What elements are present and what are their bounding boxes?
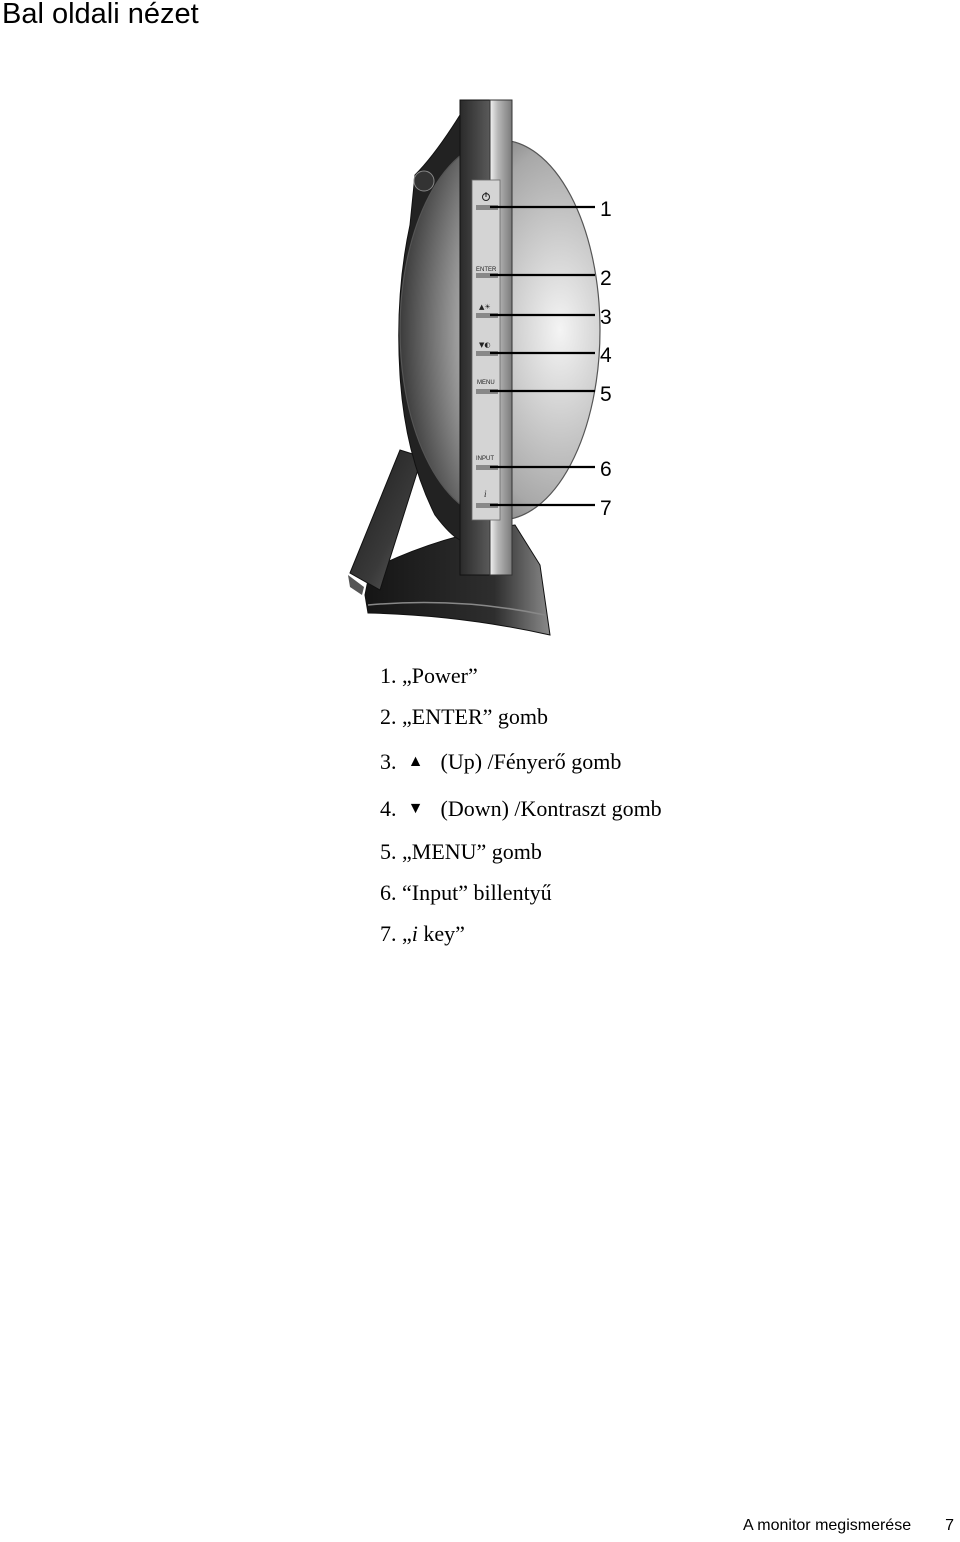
list-item	[380, 838, 542, 866]
callout-7: 7	[600, 497, 612, 520]
down-contrast-label: ▼◐	[479, 341, 491, 349]
item-text: (Down) /Kontraszt gomb	[440, 796, 662, 821]
callout-1: 1	[600, 198, 612, 221]
button-strip	[472, 180, 500, 520]
item-number: 4.	[380, 796, 397, 821]
callout-4: 4	[600, 344, 612, 367]
item-number: 2.	[380, 704, 397, 729]
monitor-side-view-illustration	[340, 95, 630, 645]
callout-2: 2	[600, 267, 612, 290]
footer-section-title: A monitor megismerése	[743, 1517, 912, 1534]
item-number: 1.	[380, 663, 397, 688]
item-text-rest: key”	[417, 921, 465, 946]
item-text-italic: i	[411, 921, 418, 946]
callout-3: 3	[600, 306, 612, 329]
item-text: „ENTER” gomb	[402, 704, 549, 729]
list-item	[380, 703, 548, 731]
down-triangle-icon: ▼	[407, 800, 424, 817]
list-item	[380, 795, 662, 823]
item-text: “Input” billentyű	[402, 880, 552, 905]
item-number: 5.	[380, 839, 397, 864]
page-footer	[743, 1517, 954, 1535]
page-title: Bal oldali nézet	[2, 0, 199, 30]
item-text-open-quote: „	[402, 921, 412, 946]
menu-label: MENU	[477, 380, 495, 386]
i-key-label: i	[484, 489, 487, 499]
rear-knob	[414, 171, 434, 191]
up-brightness-label: ▲☀	[479, 303, 491, 311]
callout-6: 6	[600, 458, 612, 481]
item-number: 7.	[380, 921, 397, 946]
callout-numbers	[600, 198, 612, 520]
item-text: „MENU” gomb	[402, 839, 542, 864]
input-label: INPUT	[476, 456, 494, 462]
enter-label: ENTER	[476, 267, 497, 273]
list-item	[380, 920, 465, 948]
callout-5: 5	[600, 383, 612, 406]
list-item	[380, 879, 552, 907]
item-text: „Power”	[402, 663, 478, 688]
item-number: 6.	[380, 880, 397, 905]
item-number: 3.	[380, 749, 397, 774]
list-item	[380, 748, 621, 776]
page-number: 7	[945, 1517, 954, 1534]
item-text: (Up) /Fényerő gomb	[440, 749, 622, 774]
up-triangle-icon: ▲	[407, 753, 424, 770]
list-item	[380, 662, 478, 690]
